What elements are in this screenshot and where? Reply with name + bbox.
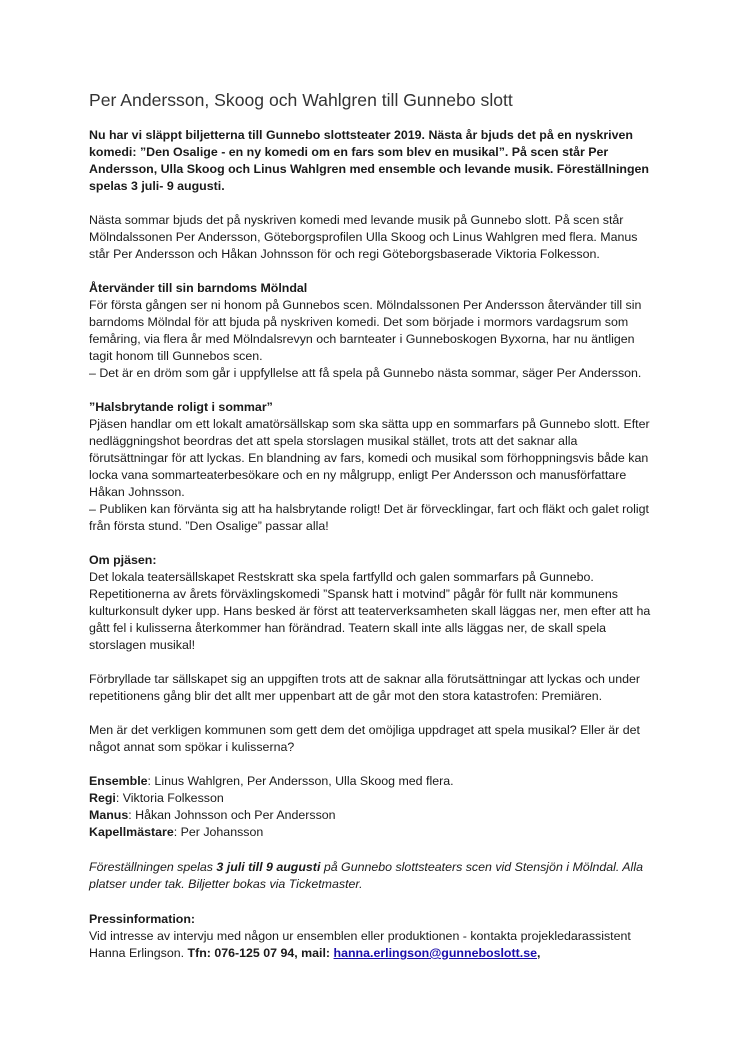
info-text: på Gunnebo slottsteaters scen vid Stensjön i Mölndal. Alla platser under tak. Biljetter bokas via Ticketmaster.	[89, 860, 643, 891]
section-about-play	[89, 552, 659, 654]
press-info	[89, 911, 659, 962]
credits-list	[89, 773, 659, 841]
press-heading: Pressinformation:	[89, 912, 196, 926]
section-return	[89, 280, 659, 382]
credit-kapellmastare	[89, 824, 659, 841]
performance-info	[89, 859, 659, 893]
section-body: Men är det verkligen kommunen som gett dem det omöjliga uppdraget att spela musikal? Eller är det något annat som spökar i kulisserna?	[89, 723, 640, 754]
section-heading: ”Halsbrytande roligt i sommar”	[89, 400, 273, 414]
section-heading: Om pjäsen:	[89, 553, 157, 567]
lead-paragraph: Nu har vi släppt biljetterna till Gunnebo slottsteater 2019. Nästa år bjuds det på en nyskriven komedi: ”Den Osalige - en ny komedi om en fars som blev en musikal”. På scen står Per Andersson, Ulla Skoog och Linus Wahlgren med ensemble och levande musik. Föreställningen spelas 3 juli- 9 augusti.	[89, 128, 649, 193]
page-title: Per Andersson, Skoog och Wahlgren till Gunnebo slott	[89, 90, 513, 110]
intro-paragraph: Nästa sommar bjuds det på nyskriven komedi med levande musik på Gunnebo slott. På scen står Mölndalssonen Per Andersson, Göteborgsprofilen Ulla Skoog och Linus Wahlgren med flera. Manus står Per Andersson och Håkan Johnsson för och regi Göteborgsbaserade Viktoria Folkesson.	[89, 213, 638, 261]
press-body	[89, 928, 659, 962]
credit-regi	[89, 790, 659, 807]
credit-manus	[89, 807, 659, 824]
credit-ensemble	[89, 773, 659, 790]
press-contact: Tfn: 076-125 07 94, mail:	[187, 946, 334, 960]
paragraph-question	[89, 722, 659, 756]
section-quote: – Publiken kan förvänta sig att ha halsbrytande roligt! Det är förvecklingar, fart och fläkt och galet roligt från första stund. ”Den Osalige” passar alla!	[89, 502, 649, 533]
section-halsbrytande	[89, 399, 659, 535]
info-dates: 3 juli till 9 augusti	[216, 860, 321, 874]
section-body: Det lokala teatersällskapet Restskratt ska spela fartfylld och galen sommarfars på Gunnebo. Repetitionerna av årets förväxlingskomedi ”Spansk hatt i motvind” pågår för fullt när kommunens kulturkonsult dyker upp. Hans besked är först att teaterverksamheten skall läggas ner, men efter att ha gått fel i kulisserna återkommer han förändrad. Teatern skall inte alls läggas ner, de skall spela storslagen musikal!	[89, 570, 651, 652]
credit-label: Kapellmästare	[89, 825, 174, 839]
intro-section	[89, 212, 659, 263]
section-body: Förbryllade tar sällskapet sig an uppgiften trots att de saknar alla förutsättningar att lyckas och under repetitionens gång blir det allt mer uppenbart att de går mot den stora katastrofen: Premiären.	[89, 672, 640, 703]
section-quote: – Det är en dröm som går i uppfyllelse att få spela på Gunnebo nästa sommar, säger Per Andersson.	[89, 366, 642, 380]
info-paragraph	[89, 859, 659, 893]
email-link[interactable]: hanna.erlingson@gunneboslott.se	[333, 946, 537, 960]
section-heading: Återvänder till sin barndoms Mölndal	[89, 281, 308, 295]
credit-label: Regi	[89, 791, 116, 805]
section-body: Pjäsen handlar om ett lokalt amatörsällskap som ska sätta upp en sommarfars på Gunnebo slott. Efter nedläggningshot beordras det att spela storslagen musikal stället, trots att det saknar alla förutsättningar för att lyckas. En blandning av fars, komedi och musikal som förhoppningsvis både kan locka vana sommarteaterbesökare och en ny målgrupp, enligt Per Andersson och manusförfattare Håkan Johnsson.	[89, 417, 650, 499]
credit-value: : Håkan Johnsson och Per Andersson	[128, 808, 336, 822]
credit-label: Ensemble	[89, 774, 148, 788]
credit-value: : Per Johansson	[173, 825, 264, 839]
credit-value: : Linus Wahlgren, Per Andersson, Ulla Skoog med flera.	[147, 774, 454, 788]
credit-label: Manus	[89, 808, 129, 822]
credit-value: : Viktoria Folkesson	[115, 791, 224, 805]
press-text: Vid intresse av intervju med någon ur ensemblen eller produktionen - kontakta projekledarassistent Hanna Erlingson.	[89, 929, 631, 960]
paragraph-confused	[89, 671, 659, 705]
press-trail: ,	[536, 946, 541, 960]
section-body: För första gången ser ni honom på Gunnebos scen. Mölndalssonen Per Andersson återvänder till sin barndoms Mölndal för att bjuda på nyskriven komedi. Det som började i mormors vardagsrum som femåring, via flera år med Mölndalsrevyn och barnteater i Gunneboskogen Byxorna, har nu äntligen tagit honom till Gunnebos scen.	[89, 298, 642, 363]
info-text: Föreställningen spelas	[89, 860, 217, 874]
